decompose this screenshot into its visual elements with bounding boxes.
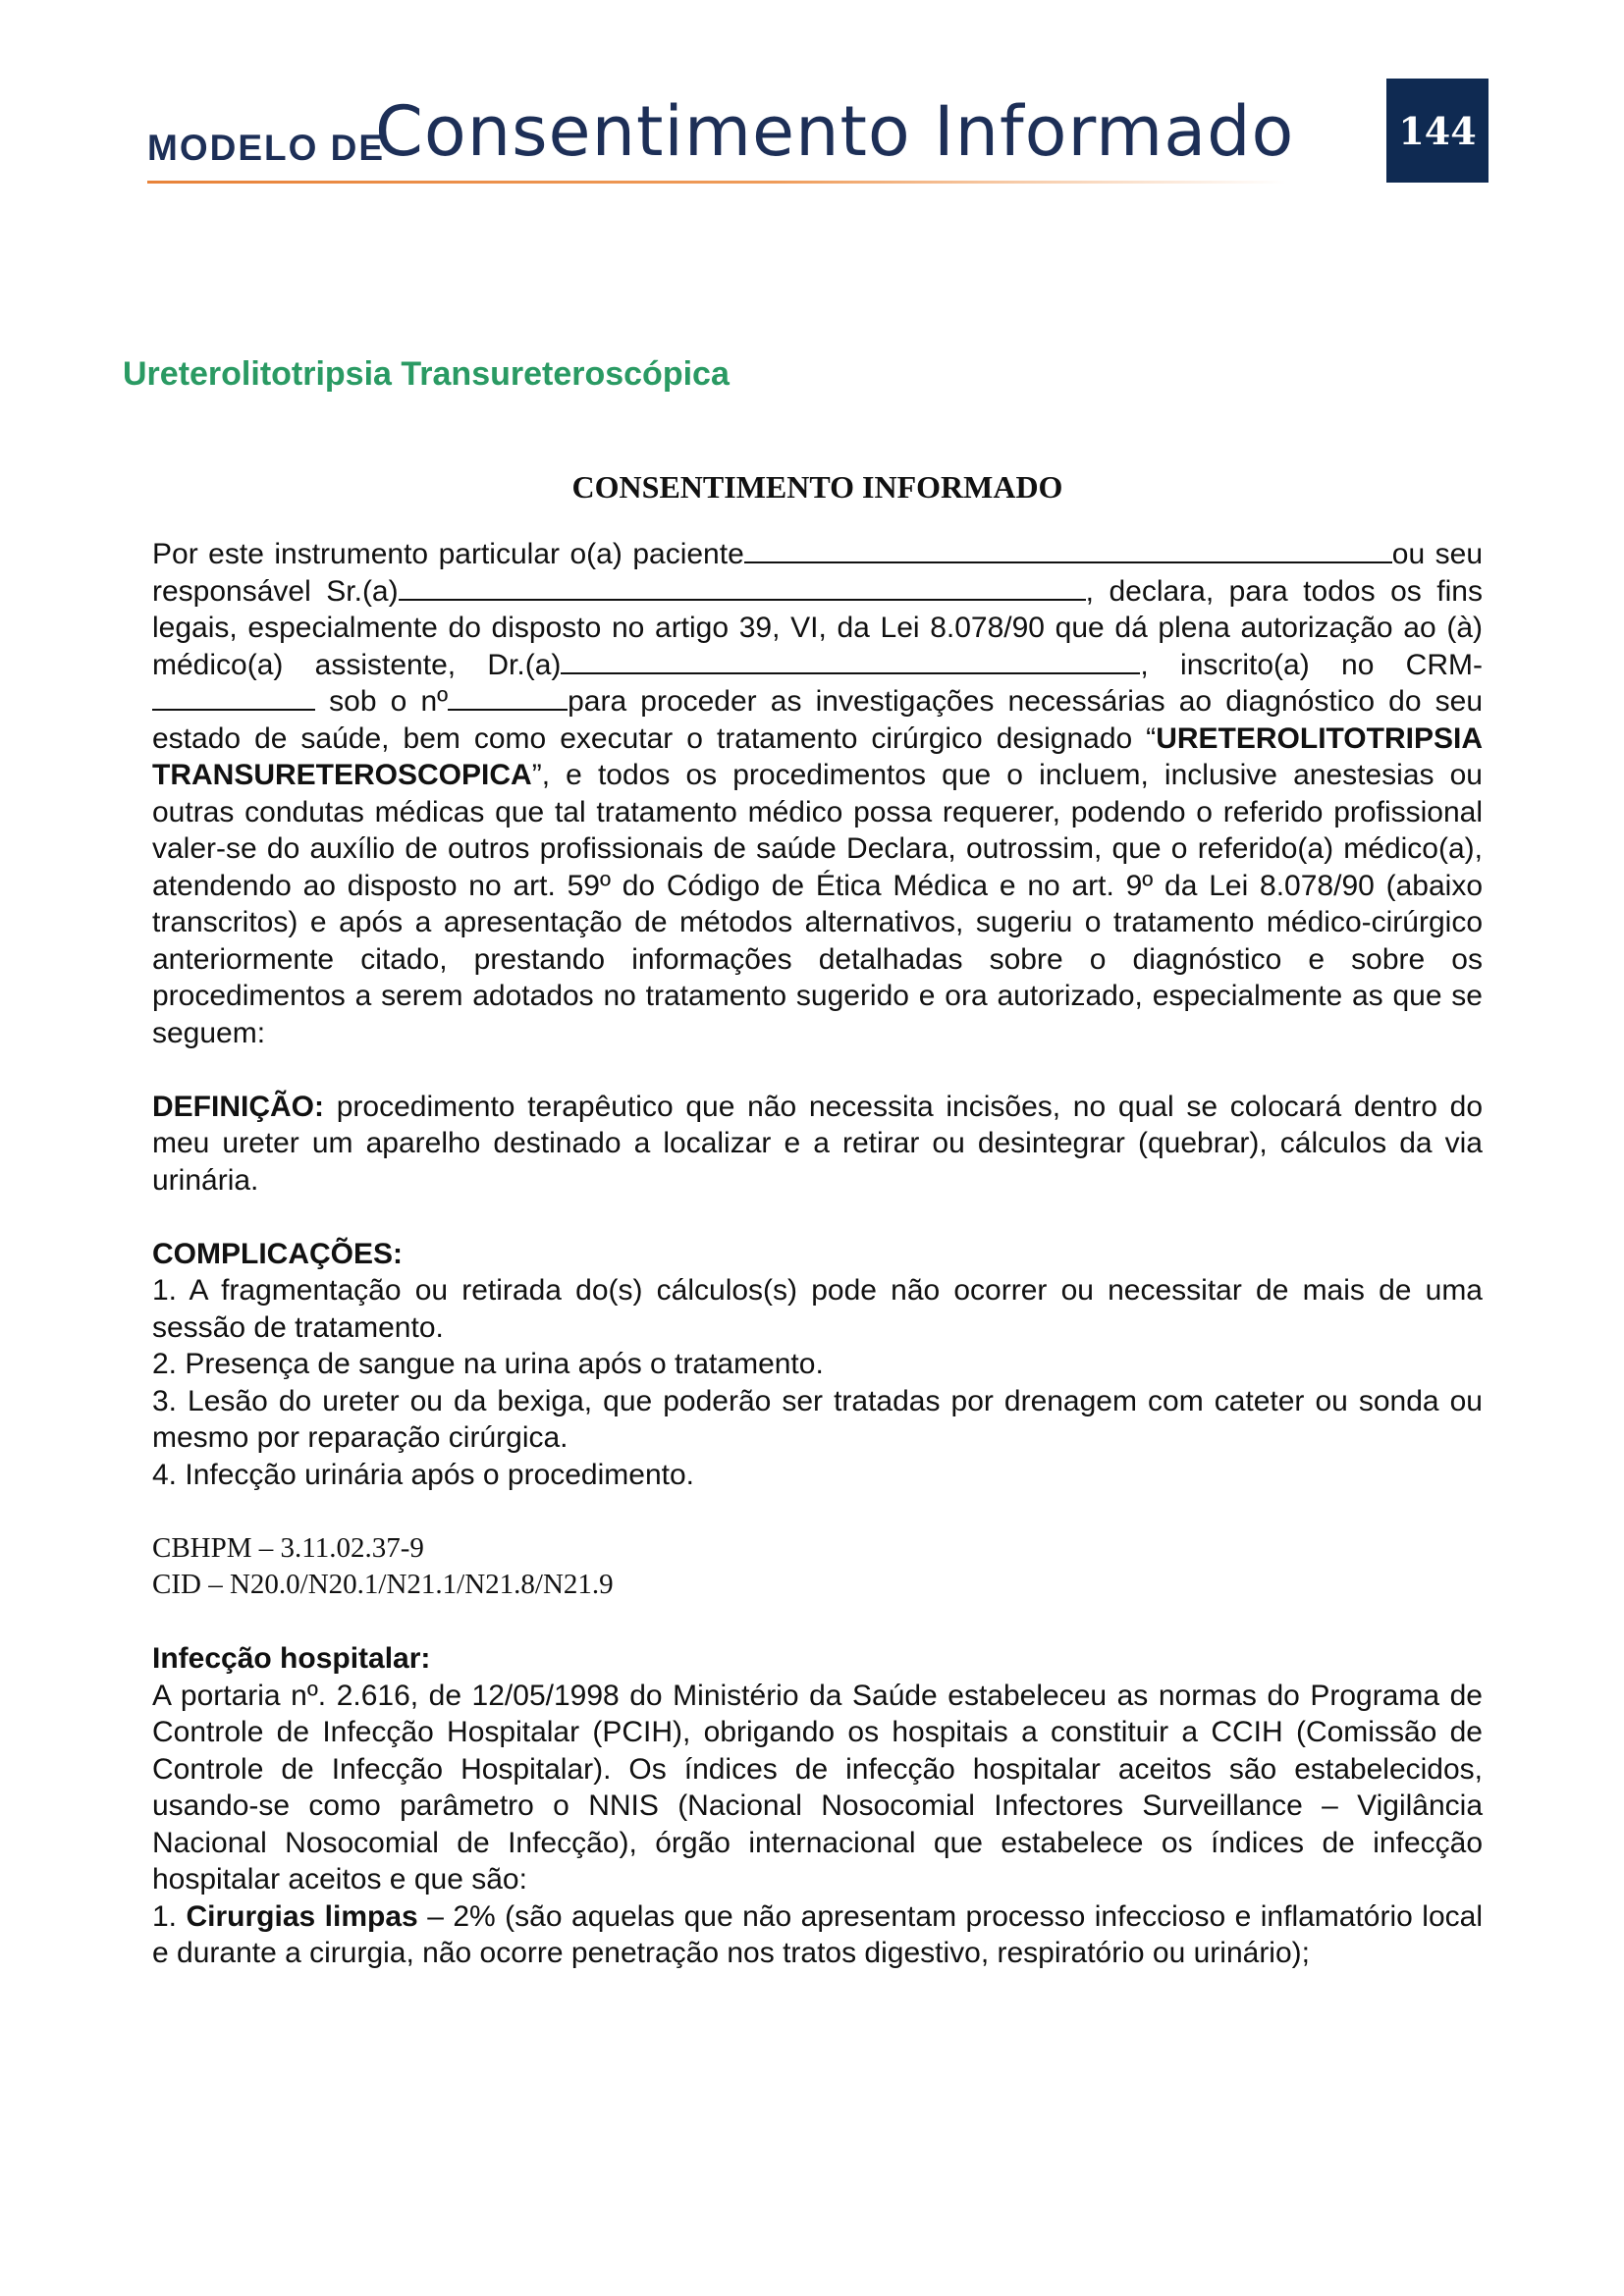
page-number-badge: 144	[1386, 79, 1489, 183]
procedure-name: URETEROLITOTRIPSIA TRANSURETEROSCOPICA	[152, 721, 1483, 791]
document-title: Ureterolitotripsia Transureteroscópica	[123, 355, 730, 393]
definition-label: DEFINIÇÃO:	[152, 1090, 324, 1123]
consent-text-1: Por este instrumento particular o(a) paciente	[152, 538, 744, 570]
infection-item-1	[152, 1898, 1483, 1972]
consent-text-7: ”, e todos os procedimentos que o incluem, inclusive anestesias ou outras condutas médicas que tal tratamento médico possa requerer, podendo o referido profissional valer-se do auxílio de outros profissionais de saúde Declara, outrossim, que o referido(a) médico(a), atendendo ao disposto no art. 59º do Código de Ética Médica e no art. 9º da Lei 8.078/90 (abaixo transcritos) e após a apresentação de métodos alternativos, sugeriu o tratamento médico-cirúrgico anteriormente citado, prestando informações detalhadas sobre o diagnóstico e sobre os procedimentos a serem adotados no tratamento sugerido e ora autorizado, especialmente as que se seguem:	[152, 759, 1483, 1049]
infection-item-1-prefix: 1.	[152, 1899, 187, 1933]
infection-paragraph: A portaria nº. 2.616, de 12/05/1998 do Ministério da Saúde estabeleceu as normas do Programa de Controle de Infecção Hospitalar (PCIH), obrigando os hospitais a constituir a CCIH (Comissão de Controle de Infecção Hospitalar). Os índices de infecção hospitalar aceitos são estabelecidos, usando-se como parâmetro o NNIS (Nacional Nosocomial Infectores Surveillance – Vigilância Nacional Nosocomial de Infecção), órgão internacional que estabelece os índices de infecção hospitalar aceitos e que são:	[152, 1679, 1483, 1896]
infection-item-1-label: Cirurgias limpas	[186, 1899, 418, 1933]
crm-number-field[interactable]	[448, 683, 568, 711]
cid-code: CID – N20.0/N20.1/N21.1/N21.8/N21.9	[152, 1569, 614, 1600]
complication-item-3: 3. Lesão do ureter ou da bexiga, que poderão ser tratadas por drenagem com cateter ou sonda ou mesmo por reparação cirúrgica.	[152, 1384, 1483, 1454]
complications-label: COMPLICAÇÕES:	[152, 1237, 403, 1270]
complication-item-4: 4. Infecção urinária após o procedimento.	[152, 1458, 694, 1491]
consent-heading: CONSENTIMENTO INFORMADO	[571, 469, 1063, 505]
cbhpm-code: CBHPM – 3.11.02.37-9	[152, 1531, 424, 1564]
crm-state-field[interactable]	[152, 683, 315, 711]
header-title: Consentimento Informado	[375, 91, 1295, 172]
consent-text-2: ou seu responsável Sr.(a)	[152, 538, 1483, 608]
infection-item-1-text: – 2% (são aquelas que não apresentam processo infeccioso e inflamatório local e durante a cirurgia, não ocorre penetração nos tratos digestivo, respiratório ou urinário);	[152, 1899, 1484, 1969]
consent-text-6: para proceder as investigações necessárias ao diagnóstico do seu estado de saúde, bem como executar o tratamento cirúrgico designado “	[152, 685, 1483, 755]
document-body	[152, 467, 1483, 1972]
patient-name-field[interactable]	[744, 536, 1392, 563]
header-divider	[147, 181, 1286, 184]
definition-text: procedimento terapêutico que não necessita incisões, no qual se colocará dentro do meu ureter um aparelho destinado a localizar e a retirar ou desintegrar (quebrar), cálculos da via urinária.	[152, 1090, 1483, 1197]
definition-paragraph	[152, 1089, 1483, 1200]
doctor-name-field[interactable]	[561, 647, 1140, 674]
consent-text-4: , inscrito(a) no CRM-	[1140, 648, 1483, 681]
complication-item-2: 2. Presença de sangue na urina após o tratamento.	[152, 1348, 824, 1380]
consent-paragraph	[152, 536, 1483, 1051]
consent-text-3: , declara, para todos os fins legais, especialmente do disposto no artigo 39, VI, da Lei 8.078/90 que dá plena autorização ao (à) médico(a) assistente, Dr.(a)	[152, 574, 1483, 681]
header-prefix: MODELO DE	[147, 128, 386, 168]
complication-item-1: 1. A fragmentação ou retirada do(s) cálculos(s) pode não ocorrer ou necessitar de mais de uma sessão de tratamento.	[152, 1274, 1483, 1344]
page-header	[147, 83, 1295, 182]
responsible-name-field[interactable]	[399, 573, 1086, 601]
consent-text-5: sob o nº	[315, 685, 449, 718]
infection-label: Infecção hospitalar:	[152, 1642, 431, 1675]
